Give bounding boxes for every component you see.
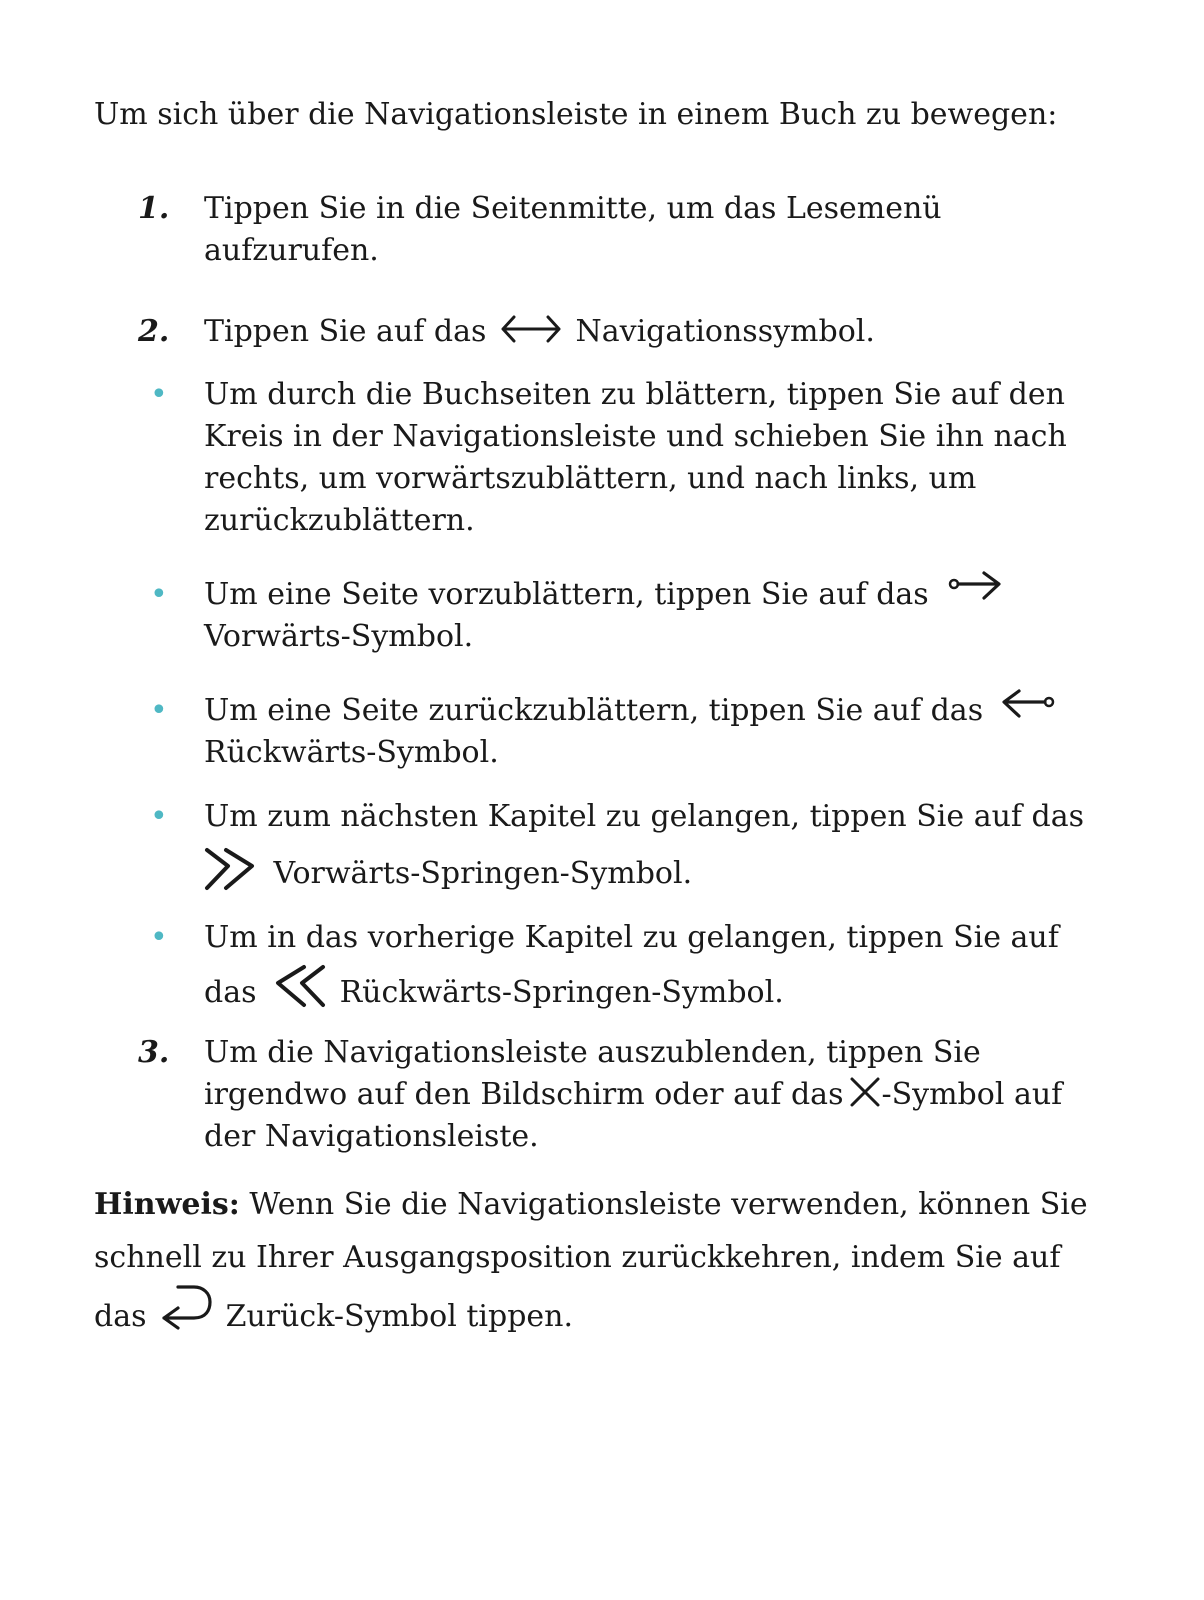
bullet-1-line-1: Um durch die Buchseiten zu blättern, tippen Sie auf den: [204, 377, 1065, 412]
bullet-3-text: Um eine Seite zurückzublättern, tippen Sie auf das: [204, 693, 984, 728]
bullet-text: [204, 574, 1084, 658]
bullet-text: [204, 690, 1084, 774]
bullet-5-line-2: [204, 971, 1084, 1017]
step-2-line: [204, 311, 1084, 353]
bullet-5-text-before: das: [204, 975, 257, 1010]
note-text-before: das: [94, 1299, 147, 1334]
bullet-text: [204, 374, 1084, 542]
close-icon: [849, 1076, 881, 1108]
bullet-2-line-1: [204, 574, 1084, 616]
intro-text: Um sich über die Navigationsleiste in einem Buch zu bewegen:: [94, 97, 1058, 132]
step-number: 3.: [138, 1035, 170, 1070]
bullet-5-text-after: Rückwärts-Springen-Symbol.: [339, 975, 784, 1010]
note-line-2: schnell zu Ihrer Ausgangsposition zurückkehren, indem Sie auf: [94, 1240, 1061, 1275]
note-line-1: [94, 1178, 1104, 1231]
navigation-icon: [500, 314, 562, 344]
bullet-1-line-4: zurückzublättern.: [204, 503, 475, 538]
forward-icon: [948, 571, 1004, 605]
step-2-text-after: Navigationssymbol.: [575, 314, 875, 349]
step-number: 1.: [138, 191, 170, 226]
note-text-1: Wenn Sie die Navigationsleiste verwenden, können Sie: [249, 1187, 1088, 1222]
note-text-after: Zurück-Symbol tippen.: [225, 1299, 574, 1334]
step-3-line-1: Um die Navigationsleiste auszublenden, tippen Sie: [204, 1035, 981, 1070]
step-3-text-after: -Symbol auf: [881, 1077, 1063, 1112]
bullet-5-line-1: Um in das vorherige Kapitel zu gelangen, tippen Sie auf: [204, 920, 1059, 955]
step-1-line-2: aufzurufen.: [204, 233, 379, 268]
bullet-dot: •: [150, 693, 168, 728]
step-number: 2.: [138, 314, 170, 349]
bullet-dot: •: [150, 799, 168, 834]
backward-icon: [999, 689, 1055, 723]
bullet-text: [204, 917, 1084, 1017]
note-label: Hinweis:: [94, 1187, 240, 1222]
bullet-text: [204, 796, 1084, 898]
bullet-2-line-2: Vorwärts-Symbol.: [204, 619, 474, 654]
step-text: [204, 311, 1084, 353]
bullet-2-text: Um eine Seite vorzublättern, tippen Sie auf das: [204, 577, 929, 612]
bullet-4-text: Vorwärts-Springen-Symbol.: [273, 856, 693, 891]
bullet-dot: •: [150, 920, 168, 955]
note-line-3: [94, 1290, 1104, 1343]
bullet-3-line-1: [204, 690, 1084, 732]
step-text: [204, 1032, 1084, 1158]
step-1-line-1: Tippen Sie in die Seitenmitte, um das Lesemenü: [204, 191, 942, 226]
bullet-4-line-2: [204, 852, 1084, 898]
bullet-4-line-1: Um zum nächsten Kapitel zu gelangen, tippen Sie auf das: [204, 799, 1085, 834]
step-3-line-3: der Navigationsleiste.: [204, 1119, 539, 1154]
bullet-1-line-3: rechts, um vorwärtszublättern, und nach links, um: [204, 461, 977, 496]
step-3-line-2: [204, 1074, 1084, 1116]
bullet-dot: •: [150, 377, 168, 412]
step-2-text-before: Tippen Sie auf das: [204, 314, 487, 349]
bullet-3-line-2: Rückwärts-Symbol.: [204, 735, 499, 770]
return-icon: [158, 1284, 214, 1332]
note-paragraph: [94, 1178, 1104, 1343]
skip-forward-icon: [204, 846, 258, 892]
step-text: [204, 188, 1084, 272]
skip-backward-icon: [272, 963, 326, 1009]
step-3-text-before: irgendwo auf den Bildschirm oder auf das: [204, 1077, 844, 1112]
bullet-1-line-2: Kreis in der Navigationsleiste und schieben Sie ihn nach: [204, 419, 1067, 454]
bullet-dot: •: [150, 577, 168, 612]
